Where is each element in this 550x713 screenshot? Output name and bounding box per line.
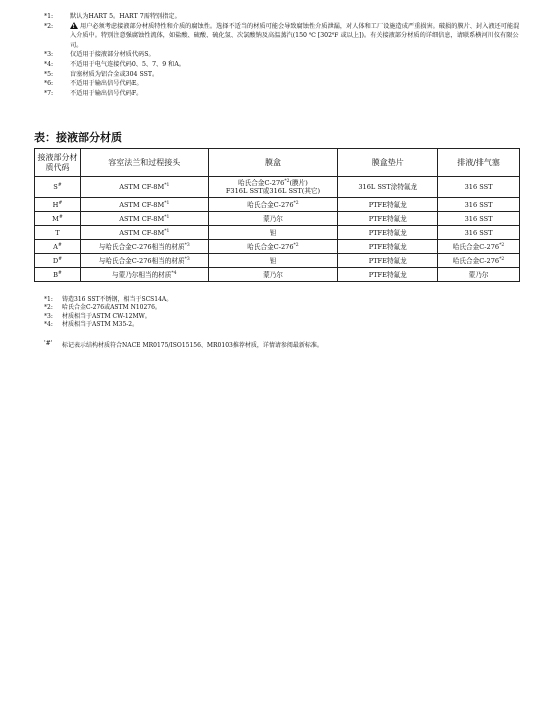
- cell-code: H#: [35, 198, 81, 212]
- cell-code: T: [35, 226, 81, 240]
- note-text: 默认为HART 5。HART 7需特别指定。: [70, 13, 181, 20]
- note-mark: *3:: [44, 51, 54, 59]
- note-7: [44, 89, 524, 99]
- table-row: [35, 240, 520, 254]
- note-mark: *4:: [44, 60, 54, 68]
- note-mark: *5:: [44, 70, 54, 78]
- note-text: 仅适用于接液部分材质代码S。: [70, 51, 155, 59]
- cell-gasket: PTFE特氟龙: [338, 226, 438, 240]
- table-title: 表：接液部分材质: [34, 131, 122, 144]
- cell-plug: 蒙乃尔: [438, 268, 520, 282]
- note-5: [44, 70, 524, 80]
- cell-code: S#: [35, 177, 81, 198]
- note-mark: *1:: [44, 13, 54, 20]
- header-flange: 容室法兰和过程接头: [80, 149, 208, 177]
- note-3: [44, 50, 524, 60]
- cell-flange: ASTM $CF-8M^{*1}$: [80, 198, 208, 212]
- table-row: [35, 177, 520, 198]
- table-header-row: [35, 149, 520, 177]
- note-text: 不适用于输出信号代码F。: [70, 89, 143, 97]
- cell-capsule: 蒙乃尔: [208, 268, 338, 282]
- cell-gasket: PTFE特氟龙: [338, 254, 438, 268]
- cell-capsule: 蒙乃尔: [208, 212, 338, 226]
- cell-plug: 316 SST: [438, 212, 520, 226]
- warning-icon: [70, 22, 78, 29]
- nace-legend: '#' 标记表示结构材质符合NACE MR0175/ISO15156、MR0103推荐材质，详情请参阅最新标准。: [44, 340, 323, 349]
- cell-capsule: 钽: [208, 254, 338, 268]
- footnote: *2: 哈氏合金C-276或ASTM N10276。: [44, 304, 161, 312]
- header-gasket: 膜盒垫片: [338, 149, 438, 177]
- notes-section: [44, 12, 524, 98]
- footnotes-section: [44, 296, 524, 330]
- cell-gasket: PTFE特氟龙: [338, 268, 438, 282]
- header-plug: 排液/排气塞: [438, 149, 520, 177]
- table-row: [35, 198, 520, 212]
- cell-gasket: PTFE特氟龙: [338, 212, 438, 226]
- cell-plug: 哈氏合金C-276$^{*2}$: [438, 254, 520, 268]
- cell-flange: 与蒙乃尔相当的材质$^{*4}$: [80, 268, 208, 282]
- cell-code: D#: [35, 254, 81, 268]
- cell-capsule: 哈氏合金C-276$^{*2}$: [208, 240, 338, 254]
- cell-plug: 316 SST: [438, 177, 520, 198]
- cell-capsule: 哈氏合金C-276$^{*2}$(膜片) F316L SST或316L SST(其它): [208, 177, 338, 198]
- cell-plug: 316 SST: [438, 226, 520, 240]
- cell-gasket: PTFE特氟龙: [338, 240, 438, 254]
- note-mark: *2:: [44, 22, 54, 30]
- cell-plug: 哈氏合金C-276$^{*2}$: [438, 240, 520, 254]
- table-row: [35, 268, 520, 282]
- cell-code: M#: [35, 212, 81, 226]
- note-mark: *7:: [44, 89, 54, 97]
- note-2: [44, 22, 524, 51]
- header-code: 接液部分材质代码: [35, 149, 81, 177]
- cell-plug: 316 SST: [438, 198, 520, 212]
- cell-capsule: 哈氏合金C-276$^{*2}$: [208, 198, 338, 212]
- cell-code: A#: [35, 240, 81, 254]
- footnote: *1: 铸造316 SST不锈钢，相当于SCS14A。: [44, 296, 173, 303]
- note-mark: *6:: [44, 80, 54, 88]
- cell-gasket: PTFE特氟龙: [338, 198, 438, 212]
- materials-table: [34, 148, 520, 282]
- note-6: [44, 79, 524, 89]
- cell-flange: 与哈氏合金C-276相当的材质$^{*3}$: [80, 240, 208, 254]
- note-text: 盲塞材质为铝合金或304 SST。: [70, 70, 159, 78]
- cell-flange: ASTM $CF-8M^{*1}$: [80, 226, 208, 240]
- cell-gasket: 316L SST涂特氟龙: [338, 177, 438, 198]
- cell-flange: 与哈氏合金C-276相当的材质$^{*3}$: [80, 254, 208, 268]
- cell-flange: ASTM $CF-8M^{*1}$: [80, 177, 208, 198]
- table-row: [35, 254, 520, 268]
- cell-flange: ASTM $CF-8M^{*1}$: [80, 212, 208, 226]
- table-row: [35, 212, 520, 226]
- note-4: [44, 60, 524, 70]
- note-text: 用户必须考虑接液部分材质特性和介质的腐蚀性。选择不适当的材质可能会导致腐蚀性介质泄漏，对人体和工厂设施造成严重损害。破损的膜片、封入液还可能混入介质中。特别注意强腐蚀性流体，如盐酸、硫酸、硫化氢、次氯酸钠及高温蒸汽(150 ℃ [302℉ 或以上])。有关接液部分材质的详细信息，请联系横河川仪有限公司。: [70, 22, 520, 49]
- table-row: [35, 226, 520, 240]
- note-text: 不适用于输出信号代码E。: [70, 80, 143, 88]
- footnote: *4: 材质相当于ASTM M35-2。: [44, 321, 139, 329]
- note-text: 不适用于电气连接代码0、5、7、9 和A。: [70, 60, 185, 68]
- header-capsule: 膜盒: [208, 149, 338, 177]
- cell-code: B#: [35, 268, 81, 282]
- footnote: *3: 材质相当于ASTM CW-12MW。: [44, 312, 151, 320]
- cell-capsule: 钽: [208, 226, 338, 240]
- note-1: [44, 12, 524, 22]
